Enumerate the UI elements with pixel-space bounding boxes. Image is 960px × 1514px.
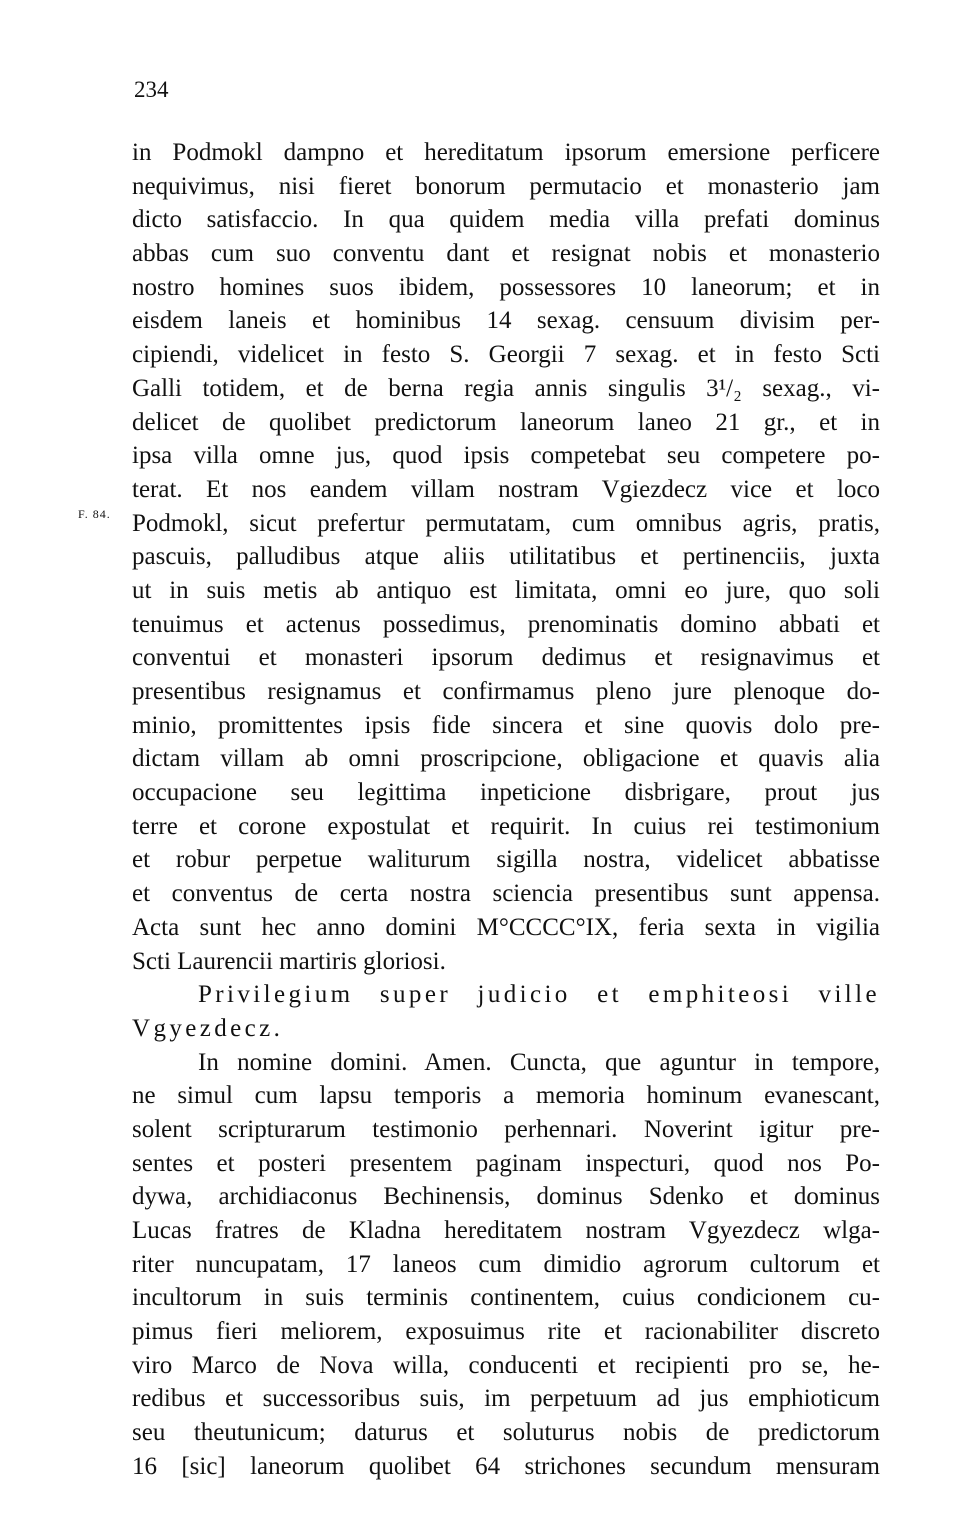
text-line: delicet de quolibet predictorum laneorum laneo 21 gr., et in [132, 408, 880, 436]
text-line: abbas cum suo conventu dant et resignat nobis et monasterio [132, 240, 880, 268]
text-line: seu theutunicum; daturus et soluturus nobis de predictorum [132, 1419, 880, 1447]
text-line: 16 [sic] laneorum quolibet 64 strichones secundum mensuram [132, 1452, 880, 1480]
text-line: dictam villam ab omni proscripcione, obligacione et quavis alia [132, 745, 880, 773]
text-line: nequivimus, nisi fieret bonorum permutacio et monasterio jam [132, 172, 880, 200]
text-line: terre et corone expostulat et requirit. In cuius rei testimonium [132, 812, 880, 840]
text-line: ne simul cum lapsu temporis a memoria hominum evanescant, [132, 1082, 880, 1110]
text-line: Acta sunt hec anno domini M°CCCC°IX, feria sexta in vigilia [132, 913, 880, 941]
section-heading: Privilegium super judicio et emphiteosi ville [198, 981, 880, 1009]
text-line: in Podmokl dampno et hereditatum ipsorum emersione perficere [132, 139, 880, 166]
text-line: cipiendi, videlicet in festo S. Georgii 7 sexag. et in festo Scti [132, 341, 880, 369]
text-line: Podmokl, sicut prefertur permutatam, cum omnibus agris, pratis, [132, 509, 880, 537]
text-line: eisdem laneis et hominibus 14 sexag. censuum divisim per- [132, 307, 880, 335]
text-line: In nomine domini. Amen. Cuncta, que aguntur in tempore, [198, 1048, 880, 1076]
margin-folio-note: F. 84. [78, 507, 111, 521]
text-line: occupacione seu legittima inpeticione disbrigare, prout jus [132, 779, 880, 807]
page-number: 234 [134, 77, 169, 102]
text-line: terat. Et nos eandem villam nostram Vgiezdecz vice et loco [132, 475, 880, 503]
text-line: minio, promittentes ipsis fide sincera et sine quovis dolo pre- [132, 711, 880, 739]
text-line: Scti Laurencii martiris gloriosi. [132, 947, 446, 975]
text-line: viro Marco de Nova willa, conducenti et recipienti pro se, he- [132, 1351, 880, 1379]
text-line: dicto satisfaccio. In qua quidem media villa prefati dominus [132, 206, 880, 234]
text-line: ut in suis metis ab antiquo est limitata, omni eo jure, quo soli [132, 576, 880, 604]
text-line: nostro homines suos ibidem, possessores 10 laneorum; et in [132, 273, 880, 301]
text-line: sentes et posteri presentem paginam inspecturi, quod nos Po- [132, 1149, 880, 1177]
text-line: pimus fieri meliorem, exposuimus rite et racionabiliter discreto [132, 1318, 880, 1346]
text-line: tenuimus et actenus possedimus, prenominatis domino abbati et [132, 610, 880, 638]
text-line: pascuis, palludibus atque aliis utilitatibus et pertinenciis, juxta [132, 543, 880, 571]
text-line: solent scripturarum testimonio perhennari. Noverint igitur pre- [132, 1115, 880, 1143]
text-line: et conventus de certa nostra sciencia presentibus sunt appensa. [132, 880, 880, 908]
text-line: redibus et successoribus suis, im perpetuum ad jus emphioticum [132, 1385, 880, 1413]
text-line: conventui et monasteri ipsorum dedimus et resignavimus et [132, 644, 880, 672]
text-line: riter nuncupatam, 17 laneos cum dimidio agrorum cultorum et [132, 1250, 880, 1278]
text-line: ipsa villa omne jus, quod ipsis competebat seu competere po- [132, 442, 880, 470]
text-line: et robur perpetue waliturum sigilla nostra, videlicet abbatisse [132, 846, 880, 874]
text-line: Lucas fratres de Kladna hereditatem nostram Vgyezdecz wlga- [132, 1217, 880, 1244]
section-heading-continued: Vgyezdecz. [132, 1014, 284, 1042]
text-line: presentibus resignamus et confirmamus pleno jure plenoque do- [132, 678, 880, 705]
body-text [132, 136, 880, 1484]
text-line: dywa, archidiaconus Bechinensis, dominus Sdenko et dominus [132, 1183, 880, 1211]
text-line: Galli totidem, et de berna regia annis singulis 3¹/₂ sexag., vi- [132, 374, 880, 402]
text-line: incultorum in suis terminis continentem, cuius condicionem cu- [132, 1284, 880, 1312]
